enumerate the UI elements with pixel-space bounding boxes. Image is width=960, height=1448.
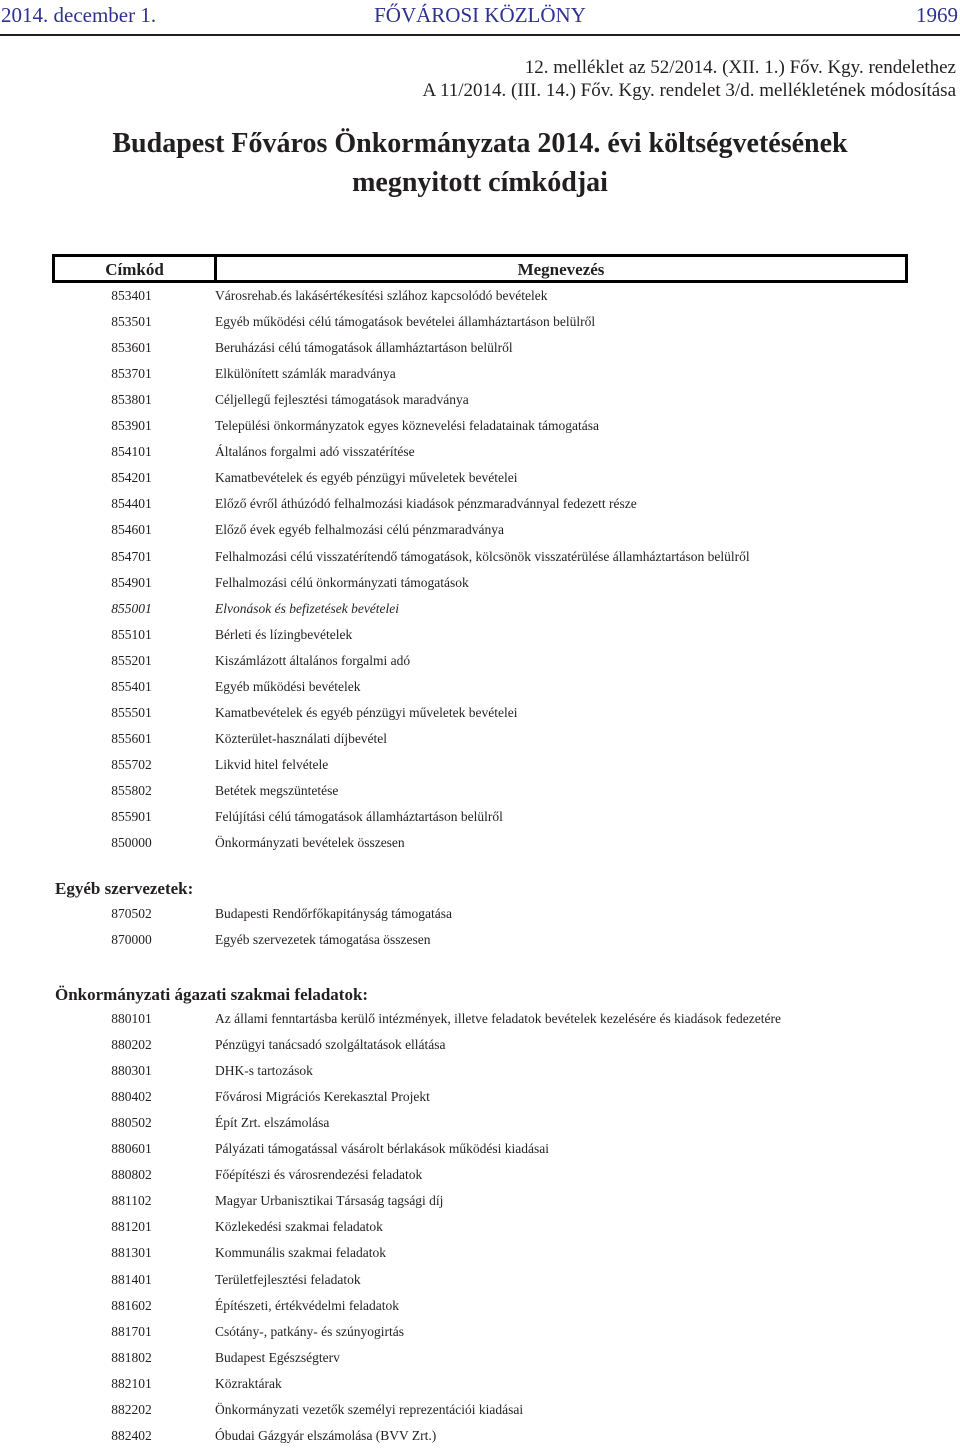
row-code: 880502 [111,1115,152,1131]
row-code: 880101 [111,1011,152,1026]
table-row [0,705,960,725]
table-row [0,653,960,673]
row-code: 854701 [111,548,152,564]
row-code: 855101 [111,626,152,642]
row-name: Óbudai Gázgyár elszámolása (BVV Zrt.) [215,1427,437,1443]
header-date: 2014. december 1. [1,3,157,27]
row-name: Céljellegű fejlesztési támogatások maradványa [215,392,469,408]
row-code: 870502 [111,906,152,921]
row-code: 855201 [111,652,152,668]
table-row [0,1167,960,1187]
row-code: 881602 [111,1297,152,1313]
row-name: Pénzügyi tanácsadó szolgáltatások ellátása [215,1037,446,1053]
row-name: Az állami fenntartásba kerülő intézmények, illetve feladatok bevételek kezelésére és kiadások fedezetére [215,1011,781,1026]
row-code: 881102 [111,1193,152,1209]
section-title-sectoral-tasks: Önkormányzati ágazati szakmai feladatok: [55,985,369,1004]
row-name: Elvonások és befizetések bevételei [215,600,400,616]
row-name: Területfejlesztési feladatok [215,1271,361,1287]
row-code: 853701 [111,366,152,382]
row-name: Közlekedési szakmai feladatok [215,1219,383,1235]
row-code: 880202 [111,1037,152,1053]
table-row [0,601,960,621]
row-code: 881301 [111,1245,152,1261]
row-code: 854101 [111,444,152,460]
table-row [0,1428,960,1448]
column-header-name: Megnevezés [517,260,605,279]
document-title-line-1: Budapest Főváros Önkormányzata 2014. évi költségvetésének [112,128,848,159]
row-name: Előző évek egyéb felhalmozási célú pénzmaradványa [215,522,504,538]
row-name: Fővárosi Migrációs Kerekasztal Projekt [215,1089,430,1105]
row-name: Magyar Urbanisztikai Társaság tagsági díj [215,1193,444,1209]
table-row [0,1141,960,1161]
table-row [0,340,960,360]
table-row [0,1063,960,1083]
table-row [0,1376,960,1396]
annex-reference-line-1: 12. melléklet az 52/2014. (XII. 1.) Főv. Kgy. rendelethez [524,57,956,78]
table-row [0,288,960,308]
table-row [0,1089,960,1109]
row-code: 855501 [111,704,152,720]
row-code: 880601 [111,1141,152,1157]
row-name: Egyéb működési célú támogatások bevételei államháztartáson belülről [215,314,596,330]
row-code: 880402 [111,1089,152,1105]
row-name: Betétek megszüntetése [215,782,339,798]
row-name: Felhalmozási célú visszatérítendő támogatások, kölcsönök visszatérülése államháztartáson belülről [215,548,750,564]
row-name: Közraktárak [215,1375,282,1391]
table-row [0,1219,960,1239]
row-code: 880802 [111,1167,152,1183]
row-name: Csótány-, patkány- és szúnyogirtás [215,1323,404,1339]
row-name: Városrehab.és lakásértékesítési szlához kapcsolódó bevételek [215,288,548,303]
row-code: 870000 [111,932,152,948]
row-name: Felújítási célú támogatások államháztartáson belülről [215,809,503,824]
row-name: DHK-s tartozások [215,1063,313,1079]
row-code: 854901 [111,574,152,590]
row-code: 853801 [111,392,152,408]
section-title-other-organizations: Egyéb szervezetek: [55,879,194,898]
row-name: Egyéb szervezetek támogatása összesen [215,932,431,948]
row-name: Önkormányzati bevételek összesen [215,835,405,851]
row-code: 882101 [111,1375,152,1391]
table-row [0,496,960,516]
table-row [0,1350,960,1370]
table-row [0,575,960,595]
table-row [0,1272,960,1292]
row-code: 854401 [111,496,152,512]
annex-reference-line-2: A 11/2014. (III. 14.) Főv. Kgy. rendelet 3/d. mellékletének módosítása [422,80,956,101]
row-code: 855601 [111,730,152,746]
row-name: Kiszámlázott általános forgalmi adó [215,652,411,668]
table-row [0,392,960,412]
row-name: Egyéb működési bevételek [215,678,361,694]
table-row [0,470,960,490]
table-row [0,1115,960,1135]
table-row [0,627,960,647]
table-row [0,809,960,829]
row-name: Általános forgalmi adó visszatérítése [215,444,415,460]
table-row [0,757,960,777]
table-row [0,314,960,334]
page-header [0,0,960,36]
row-name: Épít Zrt. elszámolása [215,1115,330,1131]
table-row [0,1037,960,1057]
row-name: Elkülönített számlák maradványa [215,366,396,382]
row-code: 855802 [111,782,152,798]
row-name: Előző évről áthúzódó felhalmozási kiadások pénzmaradvánnyal fedezett része [215,496,637,512]
row-name: Likvid hitel felvétele [215,756,329,772]
row-code: 853401 [111,288,152,303]
table-row [0,1324,960,1344]
row-name: Építészeti, értékvédelmi feladatok [215,1297,400,1313]
row-code: 881401 [111,1271,152,1287]
row-code: 854601 [111,522,152,538]
row-name: Budapesti Rendőrfőkapitányság támogatása [215,906,452,921]
row-code: 881802 [111,1349,152,1365]
row-name: Kommunális szakmai feladatok [215,1245,386,1261]
row-name: Települési önkormányzatok egyes köznevelési feladatainak támogatása [215,418,600,434]
table-row [0,1193,960,1213]
table-row [0,1245,960,1265]
row-name: Pályázati támogatással vásárolt bérlakások működési kiadásai [215,1141,550,1157]
table-row [0,549,960,569]
row-name: Beruházási célú támogatások államháztartáson belülről [215,340,513,356]
table-row [0,418,960,438]
row-name: Budapest Egészségterv [215,1349,340,1365]
table-row [0,522,960,542]
row-code: 853601 [111,340,152,356]
row-name: Közterület-használati díjbevétel [215,730,388,746]
column-header-code: Címkód [105,260,164,279]
row-code: 882202 [111,1401,152,1417]
row-name: Kamatbevételek és egyéb pénzügyi műveletek bevételei [215,470,518,486]
row-code: 880301 [111,1063,152,1079]
row-code: 881201 [111,1219,152,1235]
table-header [52,254,908,283]
row-name: Önkormányzati vezetők személyi reprezentációi kiadásai [215,1401,524,1417]
row-code: 853901 [111,418,152,434]
row-code: 855001 [111,600,152,616]
table-row [0,783,960,803]
row-name: Felhalmozási célú önkormányzati támogatások [215,574,469,590]
row-name: Kamatbevételek és egyéb pénzügyi műveletek bevételei [215,704,518,720]
row-code: 855401 [111,678,152,694]
table-row [0,1298,960,1318]
table-row [0,906,960,926]
table-row [0,366,960,386]
document-title-line-2: megnyitott címkódjai [352,167,608,198]
row-code: 854201 [111,470,152,486]
table-row [0,1402,960,1422]
row-code: 881701 [111,1323,152,1339]
row-code: 855901 [111,809,152,824]
row-code: 882402 [111,1427,152,1443]
row-code: 850000 [111,835,152,851]
header-page-number: 1969 [916,3,958,27]
row-code: 855702 [111,756,152,772]
row-code: 853501 [111,314,152,330]
table-row [0,679,960,699]
row-name: Főépítészi és városrendezési feladatok [215,1167,423,1183]
table-row [0,444,960,464]
row-name: Bérleti és lízingbevételek [215,626,353,642]
table-row [0,932,960,952]
header-publication: FŐVÁROSI KÖZLÖNY [374,3,586,27]
table-row [0,835,960,855]
table-row [0,731,960,751]
table-row [0,1011,960,1031]
